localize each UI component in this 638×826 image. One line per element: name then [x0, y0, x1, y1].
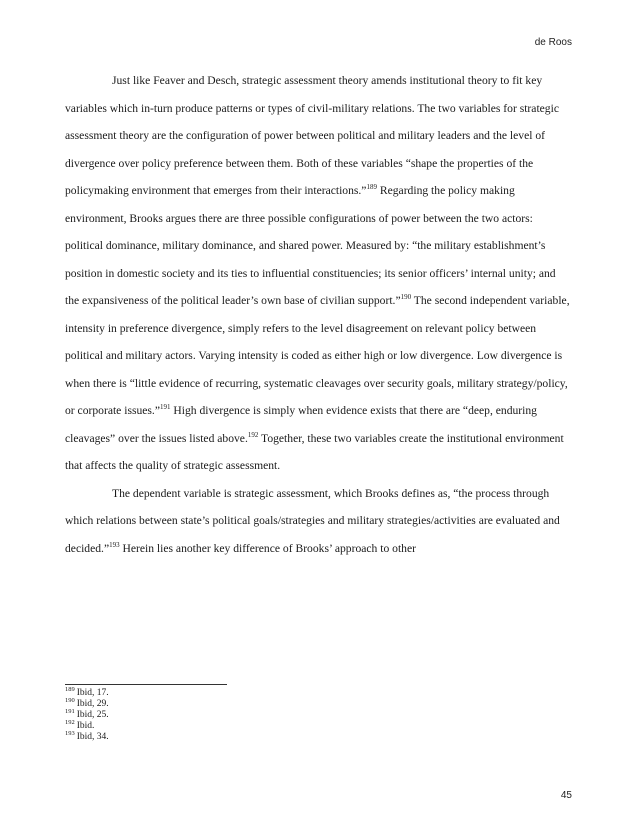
footnote-text: Ibid, 17. — [76, 688, 109, 698]
footnote-reference[interactable]: 189 — [366, 183, 377, 192]
footnote-reference[interactable]: 193 — [109, 540, 120, 549]
footnote-text: Ibid, 34. — [76, 732, 109, 742]
paragraph-text: The dependent variable is strategic assessment, which Brooks defines as, “the process through which relations between state’s political goals/strategies and military strategies/activities are evaluated and decided.” — [65, 486, 560, 555]
paragraph-text: High divergence is simply when evidence exists that there are “deep, enduring cleavages” over the issues listed above. — [65, 404, 537, 445]
footnote-text: Ibid, 25. — [76, 710, 109, 720]
footnote-separator — [65, 684, 227, 685]
footnote-number: 193 — [65, 729, 75, 737]
paragraph-text: Just like Feaver and Desch, strategic assessment theory amends institutional theory to fit key variables which in-turn produce patterns or types of civil-military relations. The two variables for strategic assessment theory are the configuration of power between political and military leaders and the level of divergence over policy preference between them. Both of these variables “shape the properties of the policymaking environment that emerges from their interactions.” — [65, 74, 559, 197]
footnote-reference[interactable]: 191 — [159, 403, 171, 412]
footnote-number: 192 — [65, 718, 75, 726]
footnote-reference[interactable]: 192 — [247, 430, 259, 439]
paragraph-text: Herein lies another key difference of Brooks’ approach to other — [119, 541, 416, 555]
paragraph-text: The second independent variable, intensity in preference divergence, simply refers to the level disagreement on relevant policy between political and military actors. Varying intensity is coded as either high or low divergence. Low divergence is when there is “little evidence of recurring, systematic cleavages over security goals, military strategy/policy, or corporate issues.” — [65, 294, 570, 417]
body-paragraph — [65, 67, 572, 480]
body-paragraph — [65, 480, 572, 563]
footnote — [65, 729, 109, 743]
footnote-text: Ibid, 29. — [76, 699, 109, 709]
running-header-author: de Roos — [534, 37, 572, 48]
body-text — [65, 67, 572, 562]
paragraph-text: Together, these two variables create the institutional environment that affects the quality of strategic assessment. — [65, 431, 564, 472]
footnotes — [65, 685, 109, 743]
footnote-number: 189 — [65, 685, 75, 693]
footnote-number: 190 — [65, 696, 75, 704]
page-number: 45 — [560, 790, 572, 801]
footnote-reference[interactable]: 190 — [400, 293, 412, 302]
footnote-text: Ibid. — [76, 721, 95, 731]
paragraph-text: Regarding the policy making environment, Brooks argues there are three possible configurations of power between the two actors: political dominance, military dominance, and shared power. Measured by: “the military establishment’s position in domestic society and its ties to influential constituencies; its senior officers’ internal unity; and the expansiveness of the political leader’s own base of civilian support.” — [65, 184, 556, 307]
footnote-number: 191 — [65, 707, 75, 715]
